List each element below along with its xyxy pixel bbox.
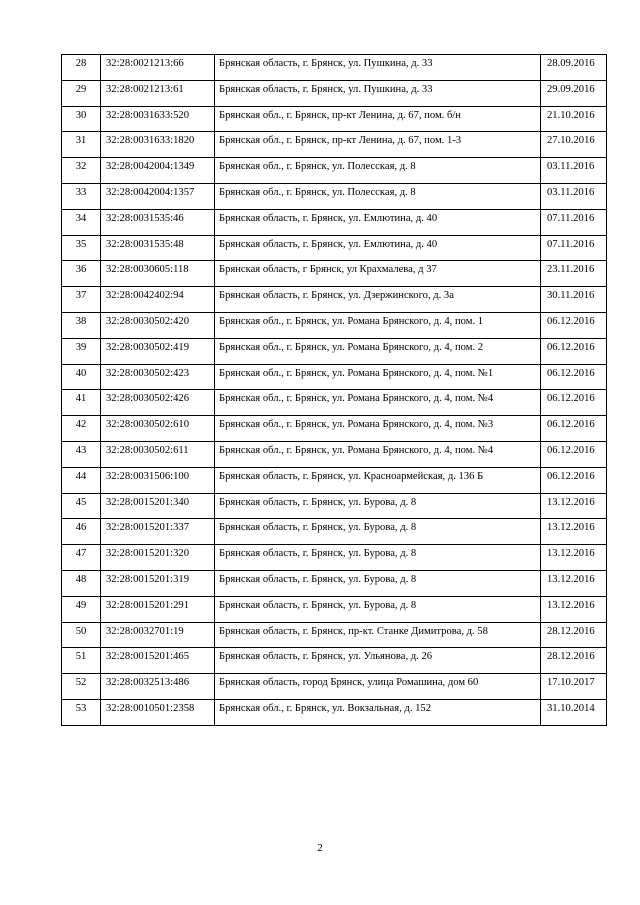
date-cell: 23.11.2016 (541, 261, 607, 287)
address-cell: Брянская обл., г. Брянск, ул. Романа Брянского, д. 4, пом. №4 (215, 390, 541, 416)
row-number-cell: 32 (62, 158, 101, 184)
address-cell: Брянская обл., г. Брянск, ул. Полесская, д. 8 (215, 158, 541, 184)
cadastral-number-cell: 32:28:0030502:611 (101, 441, 215, 467)
row-number-cell: 33 (62, 183, 101, 209)
address-cell: Брянская область, г. Брянск, ул. Емлютина, д. 40 (215, 209, 541, 235)
address-cell: Брянская область, г. Брянск, ул. Бурова, д. 8 (215, 519, 541, 545)
cadastral-number-cell: 32:28:0031535:46 (101, 209, 215, 235)
date-cell: 07.11.2016 (541, 235, 607, 261)
address-cell: Брянская область, г. Брянск, ул. Бурова, д. 8 (215, 545, 541, 571)
address-cell: Брянская обл., г. Брянск, ул. Романа Брянского, д. 4, пом. №3 (215, 416, 541, 442)
cadastral-number-cell: 32:28:0015201:465 (101, 648, 215, 674)
row-number-cell: 49 (62, 596, 101, 622)
row-number-cell: 52 (62, 674, 101, 700)
table-row (62, 674, 607, 700)
address-cell: Брянская область, г. Брянск, ул. Емлютина, д. 40 (215, 235, 541, 261)
table-row (62, 106, 607, 132)
date-cell: 28.12.2016 (541, 648, 607, 674)
date-cell: 06.12.2016 (541, 467, 607, 493)
table-row (62, 622, 607, 648)
date-cell: 13.12.2016 (541, 570, 607, 596)
date-cell: 06.12.2016 (541, 416, 607, 442)
date-cell: 13.12.2016 (541, 519, 607, 545)
address-cell: Брянская обл., г. Брянск, ул. Романа Брянского, д. 4, пом. №1 (215, 364, 541, 390)
table-row (62, 545, 607, 571)
address-cell: Брянская область, город Брянск, улица Ромашина, дом 60 (215, 674, 541, 700)
row-number-cell: 43 (62, 441, 101, 467)
address-cell: Брянская область, г. Брянск, ул. Бурова, д. 8 (215, 596, 541, 622)
cadastral-number-cell: 32:28:0031535:48 (101, 235, 215, 261)
date-cell: 06.12.2016 (541, 441, 607, 467)
date-cell: 03.11.2016 (541, 158, 607, 184)
date-cell: 13.12.2016 (541, 493, 607, 519)
row-number-cell: 46 (62, 519, 101, 545)
cadastral-number-cell: 32:28:0032513:486 (101, 674, 215, 700)
row-number-cell: 47 (62, 545, 101, 571)
table-row (62, 183, 607, 209)
cadastral-number-cell: 32:28:0030502:610 (101, 416, 215, 442)
address-cell: Брянская область, г. Брянск, ул. Красноармейская, д. 136 Б (215, 467, 541, 493)
address-cell: Брянская область, г. Брянск, ул. Пушкина, д. 33 (215, 55, 541, 81)
row-number-cell: 53 (62, 699, 101, 725)
table-row (62, 235, 607, 261)
cadastral-number-cell: 32:28:0010501:2358 (101, 699, 215, 725)
row-number-cell: 30 (62, 106, 101, 132)
date-cell: 27.10.2016 (541, 132, 607, 158)
date-cell: 13.12.2016 (541, 545, 607, 571)
table-row (62, 261, 607, 287)
table-row (62, 493, 607, 519)
address-cell: Брянская обл., г. Брянск, пр-кт Ленина, д. 67, пом. 1-3 (215, 132, 541, 158)
row-number-cell: 38 (62, 312, 101, 338)
table-row (62, 287, 607, 313)
cadastral-number-cell: 32:28:0021213:66 (101, 55, 215, 81)
cadastral-number-cell: 32:28:0030502:426 (101, 390, 215, 416)
address-cell: Брянская область, г. Брянск, ул. Ульянова, д. 26 (215, 648, 541, 674)
cadastral-number-cell: 32:28:0015201:340 (101, 493, 215, 519)
address-cell: Брянская обл., г. Брянск, ул. Полесская, д. 8 (215, 183, 541, 209)
date-cell: 06.12.2016 (541, 364, 607, 390)
date-cell: 13.12.2016 (541, 596, 607, 622)
address-cell: Брянская область, г. Брянск, ул. Пушкина, д. 33 (215, 80, 541, 106)
table-row (62, 648, 607, 674)
cadastral-number-cell: 32:28:0031633:520 (101, 106, 215, 132)
table-row (62, 312, 607, 338)
table-row (62, 699, 607, 725)
table-row (62, 596, 607, 622)
date-cell: 21.10.2016 (541, 106, 607, 132)
cadastral-number-cell: 32:28:0030605:118 (101, 261, 215, 287)
address-cell: Брянская область, г. Брянск, ул. Бурова, д. 8 (215, 493, 541, 519)
cadastral-number-cell: 32:28:0031506:100 (101, 467, 215, 493)
table-row (62, 55, 607, 81)
cadastral-number-cell: 32:28:0015201:320 (101, 545, 215, 571)
cadastral-number-cell: 32:28:0030502:419 (101, 338, 215, 364)
cadastral-number-cell: 32:28:0030502:423 (101, 364, 215, 390)
row-number-cell: 50 (62, 622, 101, 648)
date-cell: 30.11.2016 (541, 287, 607, 313)
cadastral-number-cell: 32:28:0031633:1820 (101, 132, 215, 158)
table-row (62, 390, 607, 416)
row-number-cell: 48 (62, 570, 101, 596)
cadastral-number-cell: 32:28:0030502:420 (101, 312, 215, 338)
row-number-cell: 42 (62, 416, 101, 442)
cadastral-number-cell: 32:28:0015201:291 (101, 596, 215, 622)
row-number-cell: 39 (62, 338, 101, 364)
row-number-cell: 36 (62, 261, 101, 287)
table-row (62, 467, 607, 493)
date-cell: 06.12.2016 (541, 338, 607, 364)
address-cell: Брянская обл., г. Брянск, ул. Романа Брянского, д. 4, пом. 2 (215, 338, 541, 364)
date-cell: 06.12.2016 (541, 390, 607, 416)
row-number-cell: 40 (62, 364, 101, 390)
row-number-cell: 41 (62, 390, 101, 416)
table-row (62, 80, 607, 106)
date-cell: 28.09.2016 (541, 55, 607, 81)
table-row (62, 132, 607, 158)
address-cell: Брянская обл., г. Брянск, ул. Романа Брянского, д. 4, пом. №4 (215, 441, 541, 467)
date-cell: 28.12.2016 (541, 622, 607, 648)
cadastral-number-cell: 32:28:0021213:61 (101, 80, 215, 106)
cadastral-number-cell: 32:28:0042004:1349 (101, 158, 215, 184)
address-cell: Брянская область, г. Брянск, ул. Дзержинского, д. 3а (215, 287, 541, 313)
table-row (62, 416, 607, 442)
page-number: 2 (317, 842, 323, 854)
row-number-cell: 31 (62, 132, 101, 158)
table-row (62, 338, 607, 364)
row-number-cell: 45 (62, 493, 101, 519)
address-cell: Брянская обл., г. Брянск, пр-кт Ленина, д. 67, пом. б/н (215, 106, 541, 132)
date-cell: 06.12.2016 (541, 312, 607, 338)
registry-table-body (62, 55, 607, 726)
table-row (62, 364, 607, 390)
table-row (62, 441, 607, 467)
date-cell: 17.10.2017 (541, 674, 607, 700)
property-registry-table (61, 54, 607, 726)
address-cell: Брянская обл., г. Брянск, ул. Вокзальная, д. 152 (215, 699, 541, 725)
row-number-cell: 34 (62, 209, 101, 235)
row-number-cell: 28 (62, 55, 101, 81)
date-cell: 29.09.2016 (541, 80, 607, 106)
address-cell: Брянская область, г. Брянск, ул. Бурова, д. 8 (215, 570, 541, 596)
table-row (62, 158, 607, 184)
address-cell: Брянская область, г. Брянск, пр-кт. Станке Димитрова, д. 58 (215, 622, 541, 648)
table-row (62, 519, 607, 545)
table-row (62, 209, 607, 235)
address-cell: Брянская обл., г. Брянск, ул. Романа Брянского, д. 4, пом. 1 (215, 312, 541, 338)
cadastral-number-cell: 32:28:0015201:319 (101, 570, 215, 596)
date-cell: 03.11.2016 (541, 183, 607, 209)
date-cell: 07.11.2016 (541, 209, 607, 235)
cadastral-number-cell: 32:28:0042402:94 (101, 287, 215, 313)
row-number-cell: 51 (62, 648, 101, 674)
row-number-cell: 37 (62, 287, 101, 313)
cadastral-number-cell: 32:28:0032701:19 (101, 622, 215, 648)
address-cell: Брянская область, г Брянск, ул Крахмалева, д 37 (215, 261, 541, 287)
row-number-cell: 35 (62, 235, 101, 261)
cadastral-number-cell: 32:28:0015201:337 (101, 519, 215, 545)
row-number-cell: 44 (62, 467, 101, 493)
cadastral-number-cell: 32:28:0042004:1357 (101, 183, 215, 209)
table-row (62, 570, 607, 596)
date-cell: 31.10.2014 (541, 699, 607, 725)
row-number-cell: 29 (62, 80, 101, 106)
